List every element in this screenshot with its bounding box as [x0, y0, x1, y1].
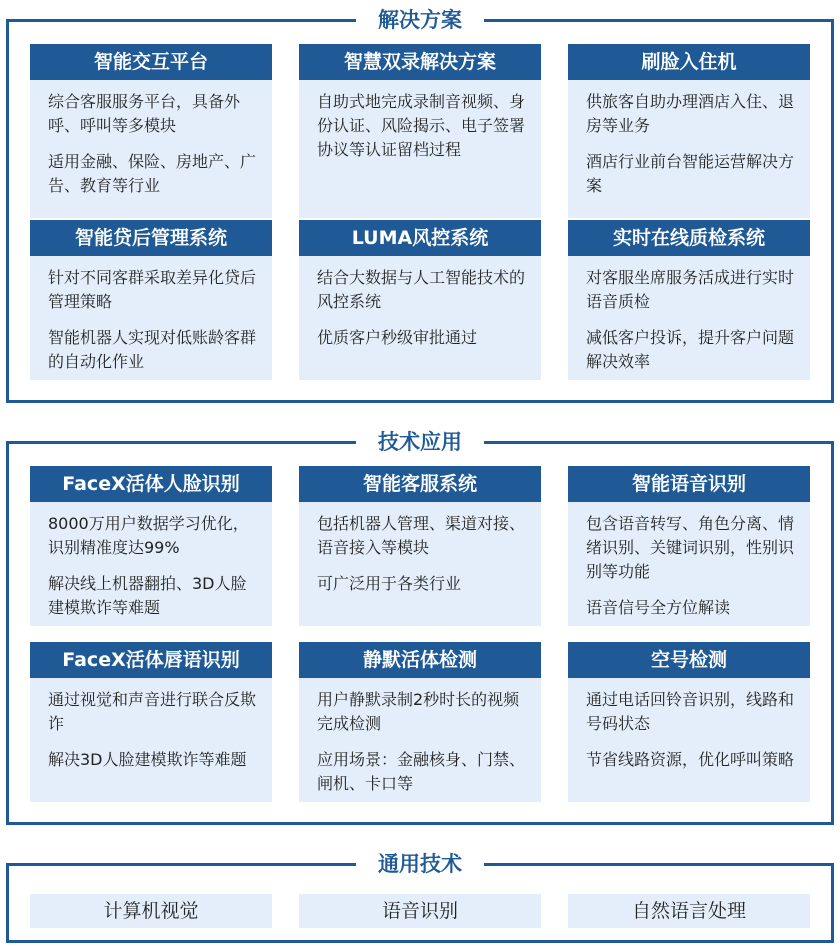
card-line: 对客服坐席服务活成进行实时语音质检: [586, 268, 795, 311]
card-body: [30, 678, 272, 802]
card-empty-number-detection: [568, 642, 810, 802]
card-line: 智能机器人实现对低账龄客群的自动化作业: [48, 328, 257, 371]
section-title: 解决方案: [356, 5, 484, 35]
card-line: 应用场景：金融核身、门禁、闸机、卡口等: [317, 750, 526, 793]
tech-computer-vision: 计算机视觉: [30, 894, 272, 928]
card-body: [30, 502, 272, 626]
card-line: 综合客服服务平台，具备外呼、呼叫等多模块: [48, 92, 241, 135]
card-line: 减低客户投诉，提升客户问题解决效率: [586, 328, 795, 371]
card-line: 酒店行业前台智能运营解决方案: [586, 152, 795, 195]
card-line: 结合大数据与人工智能技术的风控系统: [317, 268, 526, 311]
card-body: [568, 80, 810, 218]
card-line: 通过电话回铃音识别，线路和号码状态: [586, 690, 795, 733]
card-smart-customer-service: [299, 466, 541, 626]
card-title: 静默活体检测: [299, 642, 541, 678]
card-line: 供旅客自助办理酒店入住、退房等业务: [586, 92, 795, 135]
card-face-checkin-machine: [568, 44, 810, 218]
card-body: [30, 256, 272, 380]
card-body: [568, 678, 810, 802]
card-line: 包括机器人管理、渠道对接、语音接入等模块: [317, 514, 526, 557]
card-line: 自助式地完成录制音视频、身份认证、风险揭示、电子签署协议等认证留档过程: [317, 92, 526, 159]
card-body: [30, 80, 272, 218]
card-title: LUMA风控系统: [299, 220, 541, 256]
card-silent-liveness-detection: [299, 642, 541, 802]
card-title: FaceX活体唇语识别: [30, 642, 272, 678]
section-title: 通用技术: [356, 849, 484, 879]
section-title: 技术应用: [356, 427, 484, 457]
card-line: 用户静默录制2秒时长的视频完成检测: [317, 690, 520, 733]
card-title: 智能客服系统: [299, 466, 541, 502]
card-smart-interaction-platform: [30, 44, 272, 218]
card-title: FaceX活体人脸识别: [30, 466, 272, 502]
card-line: 节省线路资源，优化呼叫策略: [586, 750, 795, 769]
card-title: 刷脸入住机: [568, 44, 810, 80]
card-line: 8000万用户数据学习优化，识别精准度达99%: [48, 514, 249, 557]
card-facex-liveness-face: [30, 466, 272, 626]
card-luma-risk-control: [299, 220, 541, 380]
card-line: 语音信号全方位解读: [586, 598, 731, 617]
section-technology-applications: [6, 430, 834, 825]
card-line: 可广泛用于各类行业: [317, 574, 462, 593]
section-solutions: [6, 8, 834, 403]
card-body: [299, 678, 541, 802]
card-line: 针对不同客群采取差异化贷后管理策略: [48, 268, 257, 311]
card-body: [568, 256, 810, 380]
tech-speech-recognition: 语音识别: [299, 894, 541, 928]
card-smart-speech-recognition: [568, 466, 810, 626]
card-title: 空号检测: [568, 642, 810, 678]
section-general-technology: [6, 852, 834, 943]
card-line: 适用金融、保险、房地产、广告、教育等行业: [48, 152, 257, 195]
card-title: 智能贷后管理系统: [30, 220, 272, 256]
card-title: 智能语音识别: [568, 466, 810, 502]
card-line: 包含语音转写、角色分离、情绪识别、关键词识别，性别识别等功能: [586, 514, 795, 581]
card-realtime-quality-inspection: [568, 220, 810, 380]
card-facex-liveness-lip: [30, 642, 272, 802]
card-body: [299, 80, 541, 218]
card-title: 智能交互平台: [30, 44, 272, 80]
card-body: [568, 502, 810, 626]
card-line: 解决线上机器翻拍、3D人脸建模欺诈等难题: [48, 574, 247, 617]
card-dual-recording-solution: [299, 44, 541, 218]
card-post-loan-management: [30, 220, 272, 380]
card-body: [299, 502, 541, 626]
card-line: 通过视觉和声音进行联合反欺诈: [48, 690, 257, 733]
card-line: 优质客户秒级审批通过: [317, 328, 478, 347]
card-body: [299, 256, 541, 380]
card-title: 实时在线质检系统: [568, 220, 810, 256]
card-title: 智慧双录解决方案: [299, 44, 541, 80]
tech-natural-language-processing: 自然语言处理: [568, 894, 810, 928]
card-line: 解决3D人脸建模欺诈等难题: [48, 750, 247, 769]
